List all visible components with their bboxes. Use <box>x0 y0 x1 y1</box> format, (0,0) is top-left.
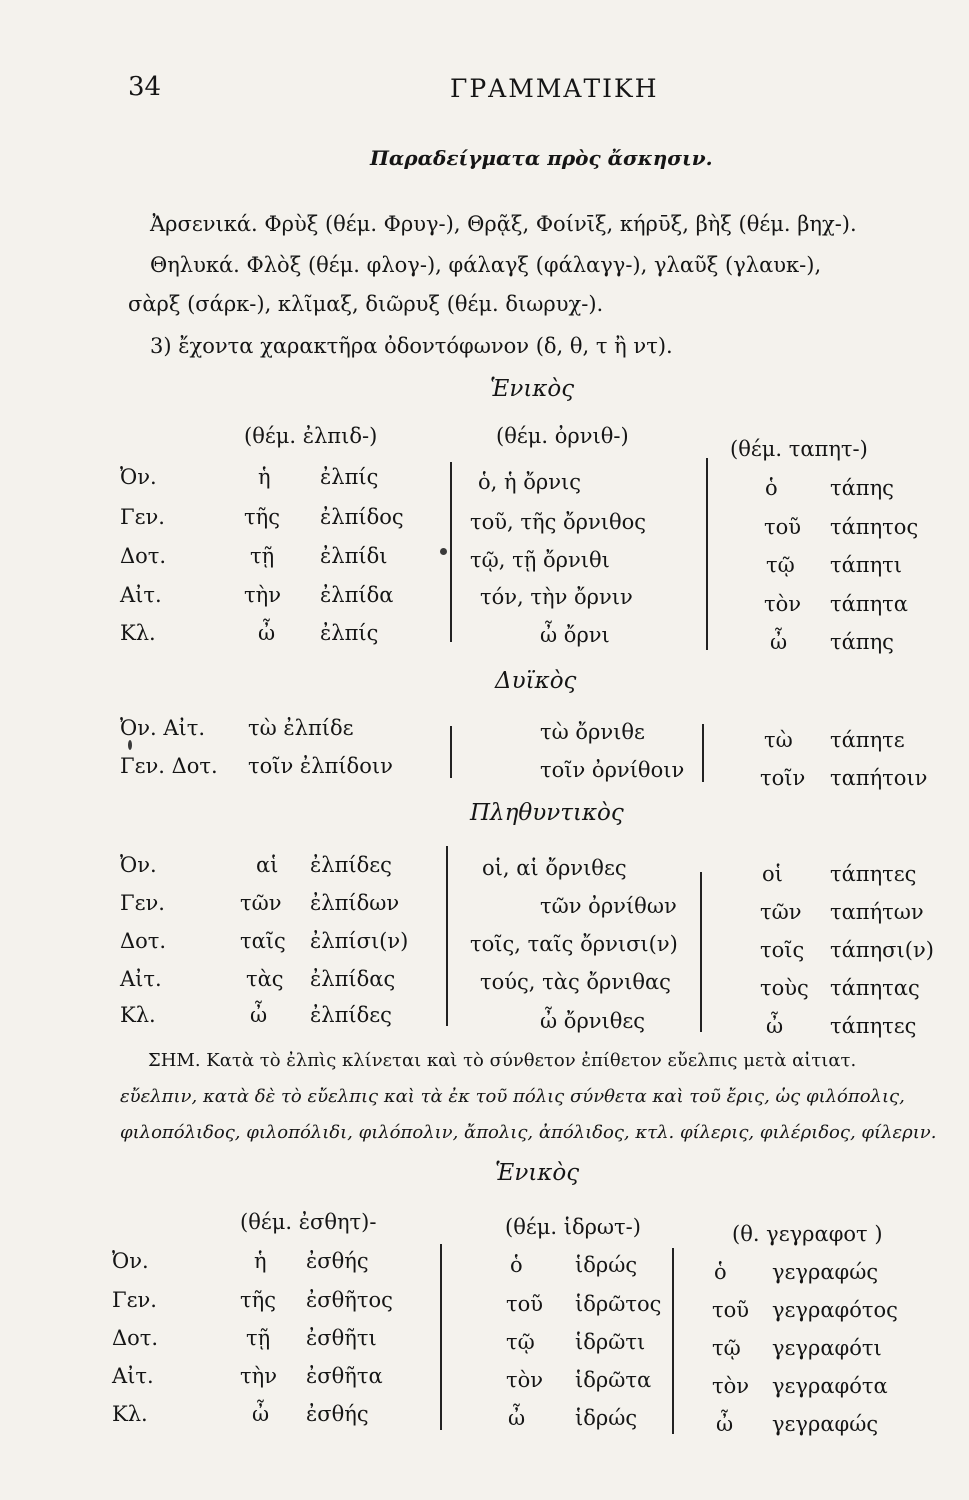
article: ὦ <box>252 1402 270 1426</box>
case-label: Γεν. <box>120 505 165 529</box>
article: τὸν <box>506 1368 544 1392</box>
intro-line-2: Θηλυκά. Φλὸξ (θέμ. φλογ-), φάλαγξ (φάλαγγ-), γλαῦξ (γλαυκ-), <box>150 253 822 277</box>
form-cell: τάπητος <box>830 515 919 539</box>
article: τοῦ <box>764 515 802 539</box>
note-line-3: φιλοπόλιδος, φιλοπόλιδι, φιλόπολιν, ἄπολις, ἀπόλιδος, κτλ. φίλερις, φιλέριδος, φίλεριν. <box>120 1122 937 1143</box>
page-number: 34 <box>128 72 162 102</box>
article: ὦ <box>258 621 276 645</box>
article: ὦ <box>770 630 788 654</box>
form-cell: ὁ, ἡ ὄρνις <box>478 470 582 494</box>
form-cell: τοῖν ὀρνίθοιν <box>540 758 685 782</box>
form-cell: ταπήτοιν <box>830 766 928 790</box>
column-divider <box>446 846 448 1026</box>
form-cell: ἱδρῶτος <box>575 1292 662 1316</box>
article: τῇ <box>246 1326 271 1350</box>
article: τὴν <box>240 1364 277 1388</box>
form-cell: ἐσθῆτος <box>306 1288 393 1312</box>
form-cell: τάπητες <box>830 1014 917 1038</box>
form-cell: ἱδρώς <box>575 1253 638 1277</box>
article: τῶν <box>760 900 802 924</box>
case-label: Αἰτ. <box>112 1364 154 1388</box>
case-label: Δοτ. <box>112 1326 159 1350</box>
singular-heading: Ἑνικὸς <box>490 376 575 402</box>
form-cell: γεγραφώς <box>772 1260 879 1284</box>
stem-elpid: (θέμ. ἐλπιδ-) <box>244 424 378 448</box>
article: ὦ <box>716 1412 734 1436</box>
article: ὦ <box>250 1003 268 1027</box>
section-title: Παραδείγματα πρὸς ἄσκησιν. <box>370 146 713 170</box>
article: τῆς <box>244 505 280 529</box>
form-cell: ἐσθῆτι <box>306 1326 377 1350</box>
form-cell: ἐλπίδες <box>310 853 392 877</box>
article: τοῖν <box>760 766 806 790</box>
form-cell: ἐλπίς <box>320 465 379 489</box>
ink-speck <box>128 740 132 750</box>
column-divider <box>450 726 452 778</box>
form-cell: τάπητας <box>830 976 920 1000</box>
article: ὁ <box>765 476 778 500</box>
form-cell: τοῖς, ταῖς ὄρνισι(ν) <box>470 932 678 956</box>
form-cell: ἱδρώς <box>575 1406 638 1430</box>
dual-heading: Δυϊκὸς <box>495 668 577 694</box>
form-cell: γεγραφότα <box>772 1374 888 1398</box>
form-cell: τάπησι(ν) <box>830 938 934 962</box>
form-cell: τῶν ὀρνίθων <box>540 894 677 918</box>
form-cell: γεγραφώς <box>772 1412 879 1436</box>
form-cell: ὦ ὄρνι <box>540 623 610 647</box>
article: τὰς <box>246 967 284 991</box>
article: τοῦ <box>712 1298 750 1322</box>
running-title: ΓΡΑΜΜΑΤΙΚΗ <box>450 74 659 103</box>
intro-line-1: Ἀρσενικά. Φρὺξ (θέμ. Φρυγ-), Θρᾷξ, Φοίνῑξ, κήρῡξ, βὴξ (θέμ. βηχ-). <box>150 212 857 236</box>
article: τῷ <box>506 1330 535 1354</box>
form-cell: γεγραφότος <box>772 1298 898 1322</box>
case-label: Κλ. <box>112 1402 148 1426</box>
intro-line-3: σὰρξ (σάρκ-), κλῖμαξ, διῶρυξ (θέμ. διωρυχ-). <box>128 292 604 316</box>
form-cell: οἱ, αἱ ὄρνιθες <box>482 856 627 880</box>
article: τῶν <box>240 891 282 915</box>
article: ὁ <box>510 1253 523 1277</box>
article: τοὺς <box>760 976 809 1000</box>
article: τῷ <box>712 1336 741 1360</box>
stem-tapet: (θέμ. ταπητ-) <box>730 437 868 461</box>
form-cell: τάπητες <box>830 862 917 886</box>
article: οἱ <box>762 862 783 886</box>
note-line-2: εὔελπιν, κατὰ δὲ τὸ εὔελπις καὶ τὰ ἐκ τοῦ πόλις σύνθετα καὶ τοῦ ἔρις, ὡς φιλόπολις, <box>120 1086 905 1107</box>
case-label: Ὀν. Αἰτ. <box>120 716 206 740</box>
stem-hidrot: (θέμ. ἱδρωτ-) <box>505 1215 641 1239</box>
article: τὸν <box>764 592 802 616</box>
article: τῇ <box>250 544 275 568</box>
form-cell: τὼ ἐλπίδε <box>248 716 354 740</box>
case-label: Ὀν. <box>112 1249 149 1273</box>
column-divider <box>450 462 452 642</box>
column-divider <box>702 724 704 782</box>
form-cell: τάπης <box>830 476 894 500</box>
stem-esthet: (θέμ. ἐσθητ)- <box>240 1210 377 1234</box>
case-label: Δοτ. <box>120 544 167 568</box>
form-cell: τάπητε <box>830 728 905 752</box>
form-cell: ἐλπίσι(ν) <box>310 929 409 953</box>
case-label: Γεν. <box>120 891 165 915</box>
singular-heading-2: Ἑνικὸς <box>495 1160 580 1186</box>
note-line-1: ΣΗΜ. Κατὰ τὸ ἐλπὶς κλίνεται καὶ τὸ σύνθετον ἐπίθετον εὔελπις μετὰ αἰτιατ. <box>148 1050 857 1071</box>
case-label: Κλ. <box>120 621 156 645</box>
form-cell: τῷ, τῇ ὄρνιθι <box>470 548 610 572</box>
form-cell: ἐλπίδι <box>320 544 388 568</box>
form-cell: ἐσθῆτα <box>306 1364 383 1388</box>
article: τὸν <box>712 1374 750 1398</box>
plural-heading: Πληθυντικὸς <box>470 800 624 826</box>
form-cell: ἱδρῶτα <box>575 1368 652 1392</box>
form-cell: τάπης <box>830 630 894 654</box>
article: ἡ <box>254 1249 267 1273</box>
form-cell: τοῖν ἐλπίδοιν <box>248 754 393 778</box>
form-cell: ἱδρῶτι <box>575 1330 646 1354</box>
article: ὁ <box>714 1260 727 1284</box>
intro-line-4: 3) ἔχοντα χαρακτῆρα ὀδοντόφωνον (δ, θ, τ ἢ ντ). <box>150 334 673 358</box>
article: τὼ <box>764 728 793 752</box>
form-cell: τάπητι <box>830 553 903 577</box>
case-label: Αἰτ. <box>120 583 162 607</box>
article: τοῖς <box>760 938 805 962</box>
form-cell: τοῦ, τῆς ὄρνιθος <box>470 510 647 534</box>
form-cell: ὦ ὄρνιθες <box>540 1009 646 1033</box>
article: ὦ <box>766 1014 784 1038</box>
case-label: Αἰτ. <box>120 967 162 991</box>
form-cell: τούς, τὰς ὄρνιθας <box>480 970 671 994</box>
form-cell: ἐλπίδες <box>310 1003 392 1027</box>
column-divider <box>440 1244 442 1430</box>
case-label: Δοτ. <box>120 929 167 953</box>
case-label: Ὀν. <box>120 465 157 489</box>
article: αἱ <box>256 853 279 877</box>
stem-ornith: (θέμ. ὀρνιθ-) <box>496 424 629 448</box>
column-divider <box>706 458 708 650</box>
stem-gegraphot: (θ. γεγραφοτ ) <box>732 1222 883 1246</box>
case-label: Γεν. <box>112 1288 157 1312</box>
case-label: Ὀν. <box>120 853 157 877</box>
article: ἡ <box>258 465 271 489</box>
case-label: Γεν. Δοτ. <box>120 754 218 778</box>
form-cell: ἐλπίδος <box>320 505 404 529</box>
column-divider <box>672 1248 674 1434</box>
article: ταῖς <box>240 929 286 953</box>
form-cell: τόν, τὴν ὄρνιν <box>480 585 633 609</box>
form-cell: γεγραφότι <box>772 1336 882 1360</box>
case-label: Κλ. <box>120 1003 156 1027</box>
article: τῷ <box>766 553 795 577</box>
article: τῆς <box>240 1288 276 1312</box>
article: τὴν <box>244 583 281 607</box>
form-cell: ἐσθής <box>306 1249 369 1273</box>
form-cell: ἐλπίδων <box>310 891 400 915</box>
form-cell: τὼ ὄρνιθε <box>540 720 645 744</box>
article: τοῦ <box>506 1292 544 1316</box>
form-cell: ἐσθής <box>306 1402 369 1426</box>
form-cell: ἐλπίς <box>320 621 379 645</box>
article: ὦ <box>508 1406 526 1430</box>
form-cell: ταπήτων <box>830 900 924 924</box>
form-cell: ἐλπίδας <box>310 967 396 991</box>
form-cell: ἐλπίδα <box>320 583 394 607</box>
form-cell: τάπητα <box>830 592 908 616</box>
column-divider <box>700 872 702 1032</box>
ink-speck <box>440 548 447 555</box>
